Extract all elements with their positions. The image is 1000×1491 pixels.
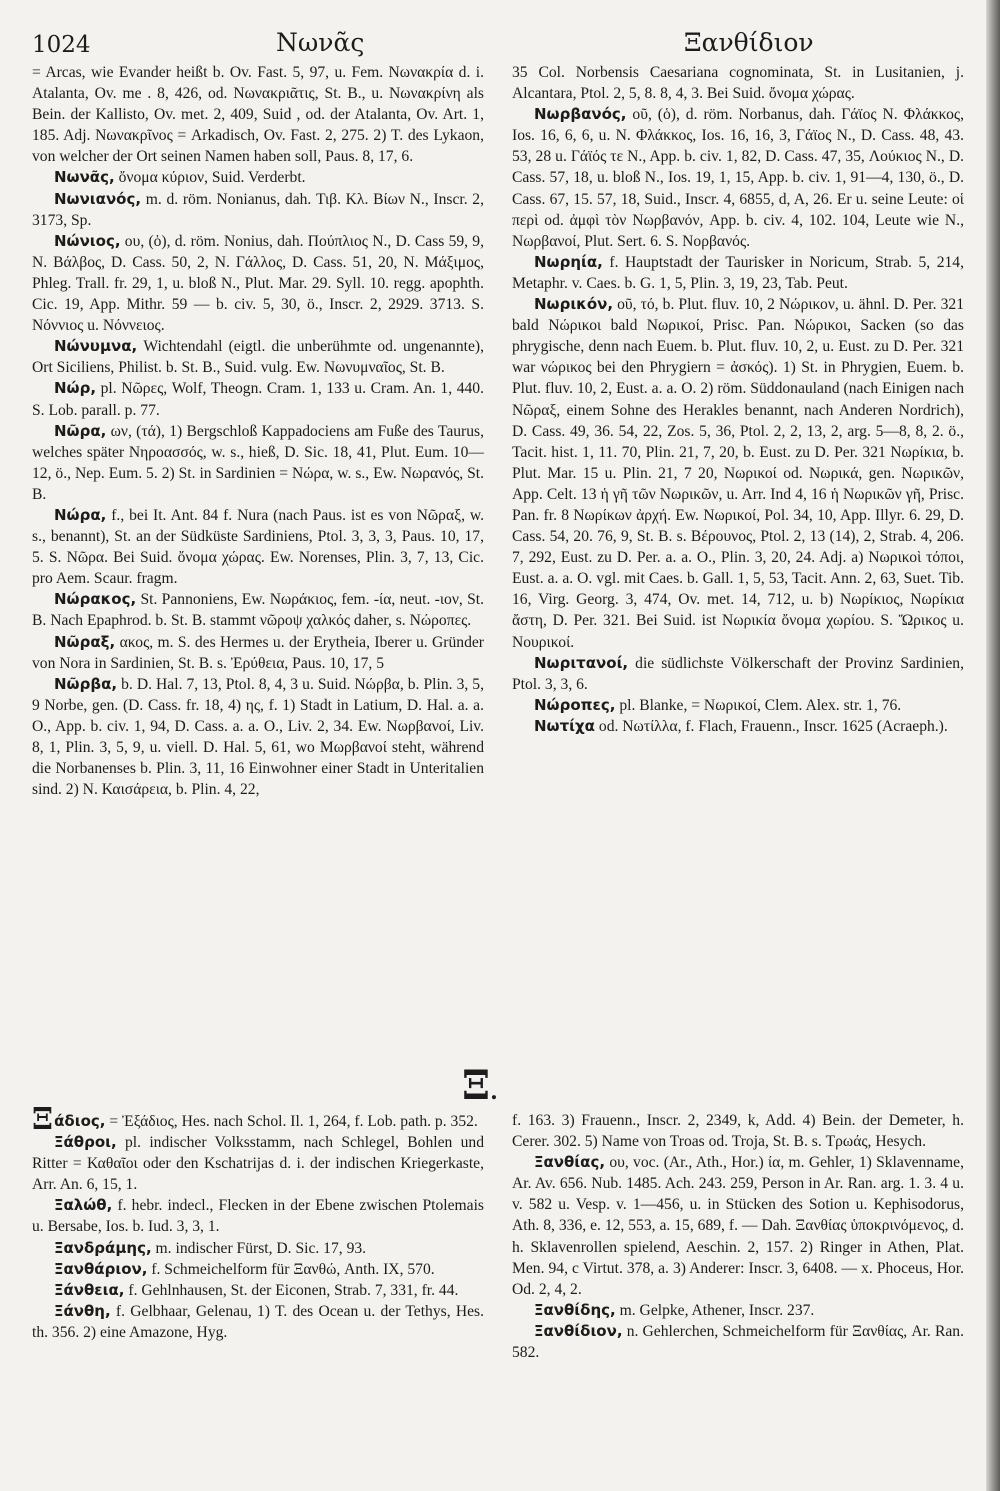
- entry-text: = Ἐξάδιος, Hes. nach Schol. Il. 1, 264, f. Lob. path. p. 352.: [105, 1113, 478, 1130]
- dictionary-entry: [32, 231, 484, 336]
- column-right-top: [512, 62, 964, 737]
- headword: Νωτίχα: [534, 716, 595, 735]
- dictionary-entry: [32, 1280, 484, 1301]
- headword: άδιος,: [54, 1112, 106, 1130]
- headword: Ξανθάριον,: [54, 1259, 148, 1278]
- headword: Ξανθίας,: [534, 1153, 606, 1172]
- dictionary-entry: [32, 589, 484, 631]
- entry-text: f. 163. 3) Frauenn., Inscr. 2, 2349, k, Add. 4) Bein. der Demeter, h. Cerer. 302. 5) Name von Troas od. Troja, St. B. s. Τρωάς, Hesych.: [512, 1112, 964, 1151]
- headword: Νώρα,: [54, 505, 107, 524]
- dictionary-entry: [512, 104, 964, 252]
- column-left-top: [32, 62, 484, 800]
- headword: Νώροπες,: [534, 695, 616, 714]
- entry-text: St. Pannoniens, Ew. Νωράκιος, fem. -ία, neut. -ιον, St. B. Nach Epaphrod. b. St. B. stammt νῶροψ χαλκός daher, s. Νώροπες.: [32, 591, 484, 630]
- entry-text: f. Gehlnhausen, St. der Eiconen, Strab. 7, 331, fr. 44.: [124, 1281, 459, 1299]
- dictionary-entry: [32, 1102, 484, 1137]
- column-right-bottom: [512, 1110, 964, 1363]
- headword: Ξαλώθ,: [54, 1196, 113, 1215]
- entry-text: m. indischer Fürst, D. Sic. 17, 93.: [151, 1239, 367, 1257]
- headword: Νῶρβα,: [54, 674, 118, 693]
- entry-text: = Arcas, wie Evander heißt b. Ov. Fast. 5, 97, u. Fem. Νωνακρία d. i. Atalanta, Ov. me . 8, 426, od. Νωνακριᾶτις, St. B., u. Νωνακρίνη als Bein. der Kallisto, Ov. met. 2, 409, Suid , od. der Atalanta, Ov. Art. 1, 185. Adj. Νωνακρῖνος = Arkadisch, Ov. Fast. 2, 275. 2) T. des Lykaon, von welcher der Ort seinen Namen haben soll, Paus. 8, 17, 6.: [32, 64, 484, 166]
- dictionary-entry: [32, 674, 484, 801]
- entry-text: pl. Νῶρες, Wolf, Theogn. Cram. 1, 133 u. Cram. An. 1, 440. S. Lob. parall. p. 77.: [32, 380, 484, 419]
- headword: Νωρηία,: [534, 252, 603, 271]
- dictionary-entry: [32, 1259, 484, 1280]
- entry-text: die südlichste Völkerschaft der Provinz Sardinien, Ptol. 3, 3, 6.: [512, 654, 964, 693]
- column-left-bottom: [32, 1102, 484, 1343]
- headword: Νωρβανός,: [534, 105, 627, 124]
- entry-text: ων, (τά), 1) Bergschloß Kappadociens am Fuße des Taurus, welches später Νηροασσός, w. s., hieß, D. Sic. 18, 41, Plut. Eum. 10—12, ö., Nep. Eum. 5. 2) St. in Sardinien = Νώρα, w. s., Ew. Νωρανός, St. B.: [32, 422, 484, 503]
- dictionary-entry: [32, 378, 484, 420]
- headword: Νώνιος,: [54, 231, 121, 250]
- headword: Νῶραξ,: [54, 632, 116, 651]
- entry-text: n. Gehlerchen, Schmeichelform für Ξανθίας, Ar. Ran. 582.: [512, 1322, 964, 1362]
- entry-text: ακος, m. S. des Hermes u. der Erytheia, Iberer u. Gründer von Nora in Sardinien, St. B. s. Ἐρύθεια, Paus. 10, 17, 5: [32, 633, 484, 672]
- dictionary-entry: [32, 1132, 484, 1195]
- dictionary-entry: [512, 653, 964, 695]
- section-letter-glyph: Ξ: [462, 1062, 491, 1109]
- entry-text: ὄνομα κύριον, Suid. Verderbt.: [114, 169, 306, 187]
- headword: Νωριτανοί,: [534, 653, 629, 672]
- entry-text: οῦ, (ὁ), d. röm. Norbanus, dah. Γάϊος N. Φλάκκος, Ios. 16, 6, 6, u. N. Φλάκκος, Ios. 16, 16, 3, Γάϊος N., D. Cass. 48, 43. 53, 28 u. Γάϊός τε N., App. b. civ. 1, 82, D. Cass. 47, 35, Λούκιος N., D. Cass. 57, 18, u. bloß N., Ios. 19, 1, 15, App. b. civ. 1, 91—4, 130, ö., D. Cass. 67, 15. 57, 18, Suid., Inscr. 4, 6855, d, A, 26. Er u. seine Leute: οἱ περὶ od. ἀμφὶ τὸν Νωρβανόν, App. b. civ. 4, 102. 104, Leute wie N., Νωρβανοί, Plut. Sert. 6. S. Νορβανός.: [512, 106, 964, 250]
- entry-text: Wichtendahl (eigtl. die unberühmte od. ungenannte), Ort Siciliens, Philist. b. St. B., Suid. vulg. Ew. Νωνυμναῖος, St. B.: [32, 338, 484, 377]
- entry-text: f., bei It. Ant. 84 f. Nura (nach Paus. ist es von Νῶραξ, w. s., benannt), St. an der Südküste Sardiniens, Ptol. 3, 3, 3, Paus. 10, 17, 5. S. Νῶρα. Bei Suid. ὄνομα χώρας. Ew. Norenses, Plin. 3, 7, 13, Cic. pro Aem. Scaur. fragm.: [32, 506, 484, 588]
- entry-text: f. Gelbhaar, Gelenau, 1) T. des Ocean u. der Tethys, Hes. th. 356. 2) eine Amazone, Hyg.: [32, 1302, 484, 1341]
- dictionary-entry: [32, 1195, 484, 1237]
- headword: Νώνυμνα,: [54, 337, 138, 356]
- headword: Ξάνθη,: [54, 1301, 111, 1320]
- entry-text: od. Νωτίλλα, f. Flach, Frauenn., Inscr. 1625 (Acraeph.).: [595, 717, 948, 735]
- headword: Ξανδράμης,: [54, 1238, 152, 1257]
- right-catchword: Ξανθίδιον: [684, 28, 814, 57]
- dictionary-entry: [32, 1301, 484, 1343]
- headword: Νωρικόν,: [534, 295, 614, 314]
- dictionary-entry: [512, 1300, 964, 1321]
- entry-continuation: [512, 1110, 964, 1152]
- entry-text: pl. Blanke, = Νωρικοί, Clem. Alex. str. 1, 76.: [615, 696, 902, 714]
- entry-text: f. hebr. indecl., Flecken in der Ebene zwischen Ptolemais u. Bersabe, Ios. b. Iud. 3, 3, 1.: [32, 1197, 484, 1236]
- entry-text: m. Gelpke, Athener, Inscr. 237.: [615, 1301, 815, 1319]
- dictionary-entry: [512, 252, 964, 294]
- headword: Νώρ,: [54, 379, 97, 398]
- entry-text: οῦ, τό, b. Plut. fluv. 10, 2 Νώρικον, u. ähnl. D. Per. 321 bald Νώρικοι bald Νωρικοί, Prisc. Pan. Νώρικοι, Sacken (so das phrygische, denn nach Euem. b. Plut. fluv. 10, 2, u. Eust. zu D. Per. 321 war νώρικος bei den Phrygiern = ἀσκός). 1) St. in Phrygien, Euem. b. Plut. fluv. 10, 2, Eust. a. a. O. 2) röm. Süddonauland (nach Einigen nach Νῶραξ, einem Sohne des Herakles benannt, nach Anderen Nordrich), D. Cass. 49, 36. 54, 22, Zos. 5, 36, Ptol. 2, 2, 13, 2, arg. 5—8, 8, 2. ö., Tacit. hist. 1, 11. 70, Plin. 21, 7, 20, b. Eust. zu D. Per. 321 Νωρίκια, b. Plut. Mar. 15 u. Plin. 21, 7 20, Νωρικοί od. Νωρικά, gen. Νωρικῶν, App. Celt. 13 ἡ γῆ τῶν Νωρικῶν, u. Arr. Ind 4, 16 ἡ Νωρικῶν γῆ, Prisc. Pan. fr. 8 Νωρίκων ἀρχή. Ew. Νωρικοί, Pol. 34, 10, App. Illyr. 6. 29, D. Cass. 54, 20. 76, 9, St. B. s. Βέρουνος, Ptol. 2, 13 (14), 2, Strab. 4, 206. 7, 292, Eust. zu D. Per. a. a. O., Plin. 3, 20, 24. Adj. a) Νωρικοὶ τόποι, Eust. a. a. O. vgl. mit Caes. b. Gall. 1, 5, 53, Tacit. Ann. 2, 63, Suet. Tib. 16, Virg. Georg. 3, 474, Ov. met. 14, 712, u. b) Νωρίκιος, Νωρίκια ἄστη, D. Per. 321. Bei Suid. ist Νωρικία ὄνομα χωρίου. S. Ὤρικος u. Νουρικοί.: [512, 296, 964, 651]
- drop-initial: Ξ: [32, 1102, 54, 1137]
- dictionary-entry: [32, 189, 484, 231]
- page-edge-shadow: [986, 0, 1000, 1491]
- headword: Ξανθίδης,: [534, 1300, 616, 1319]
- left-catchword: Νωνᾶς: [276, 28, 365, 57]
- headword: Νωνᾶς,: [54, 168, 115, 187]
- headword: Νῶρα,: [54, 421, 107, 440]
- entry-text: f. Schmeichelform für Ξανθώ, Anth. IX, 570.: [147, 1260, 435, 1278]
- headword: Ξάνθεια,: [54, 1280, 125, 1299]
- headword: Ξανθίδιον,: [534, 1321, 623, 1340]
- dictionary-entry: [32, 336, 484, 378]
- page-number: 1024: [32, 32, 91, 58]
- dictionary-entry: [512, 1321, 964, 1363]
- entry-continuation: [512, 62, 964, 104]
- entry-text: m. d. röm. Nonianus, dah. Τιβ. Κλ. Βίων N., Inscr. 2, 3173, Sp.: [32, 190, 484, 229]
- dictionary-entry: [32, 505, 484, 589]
- dictionary-entry: [512, 294, 964, 653]
- entry-continuation: [32, 62, 484, 167]
- entry-text: f. Hauptstadt der Taurisker in Noricum, Strab. 5, 214, Metaphr. v. Caes. b. G. 1, 5, Plin. 3, 19, 23, Tab. Peut.: [512, 253, 964, 292]
- headword: Νώρακος,: [54, 590, 137, 609]
- entry-text: pl. indischer Volksstamm, nach Schlegel, Bohlen und Ritter = Καθαῖοι oder den Kschatrijas d. i. der indischen Kriegerkaste, Arr. An. 6, 15, 1.: [32, 1134, 484, 1194]
- entry-text: ου, (ὁ), d. röm. Nonius, dah. Πούπλιος N., D. Cass 59, 9, N. Βάλβος, D. Cass. 50, 2, N. Γάλλος, D. Cass. 51, 20, N. Μάξιμος, Phleg. Trall. fr. 29, 1, u. bloß N., Plut. Mar. 29. Syll. 10. regg. apophth. Cic. 19, App. Mithr. 59 — b. civ. 5, 30, ö., Inscr. 2, 2929. 3713. S. Νόννιος u. Νόννειος.: [32, 232, 484, 335]
- entry-text: ου, voc. (Ar., Ath., Hor.) ία, m. Gehler, 1) Sklavenname, Ar. Av. 656. Nub. 1485. Ach. 243. 259, Person in Ar. Ran. arg. 1. 3. 4 u. v. 582 u. Vesp. v. 1—456, u. in Stücken des Sotion u. Kephisodorus, Ath. 8, 336, e. 12, 553, a. 15, 689, f. — Dah. Ξανθίας ὑποκρινόμενος, d. h. Sklavenrollen spielend, Aeschin. 2, 157. 2) Ringer in Athen, Plat. Men. 94, c Virtut. 378, a. 3) Anderer: Inscr. 3, 6408. — x. Phoceus, Hor. Od. 2, 4, 2.: [512, 1154, 964, 1298]
- dictionary-entry: [32, 1238, 484, 1259]
- dictionary-entry: [32, 632, 484, 674]
- dictionary-entry: [32, 167, 484, 188]
- dictionary-entry: [512, 1152, 964, 1300]
- headword: Νωνιανός,: [54, 189, 142, 208]
- entry-text: 35 Col. Norbensis Caesariana cognominata, St. in Lusitanien, j. Alcantara, Ptol. 2, 5, 8. 8, 4, 3. Bei Suid. ὄνομα χώρας.: [512, 64, 964, 103]
- section-letter: [462, 1062, 498, 1109]
- entry-text: b. D. Hal. 7, 13, Ptol. 8, 4, 3 u. Suid. Νώρβα, b. Plin. 3, 5, 9 Norbe, gen. (D. Cass. fr. 18, 4) ης, f. 1) Stadt in Latium, D. Hal. a. a. O., App. b. civ. 1, 94, D. Cass. a. a. O., Liv. 2, 34. Ew. Νωρβανοί, Liv. 8, 1, Plin. 3, 5, 9, u. viell. D. Hal. 5, 61, wo Μωρβανοί steht, während die Norbanenses b. Plin. 3, 11, 16 Einwohner einer Stadt in Unteritalien sind. 2) N. Καισάρεια, b. Plin. 4, 22,: [32, 675, 484, 799]
- dictionary-entry: [32, 421, 484, 505]
- headword: Ξάθροι,: [54, 1133, 117, 1152]
- dictionary-entry: [512, 695, 964, 716]
- section-letter-dot: .: [490, 1079, 498, 1105]
- dictionary-entry: [512, 716, 964, 737]
